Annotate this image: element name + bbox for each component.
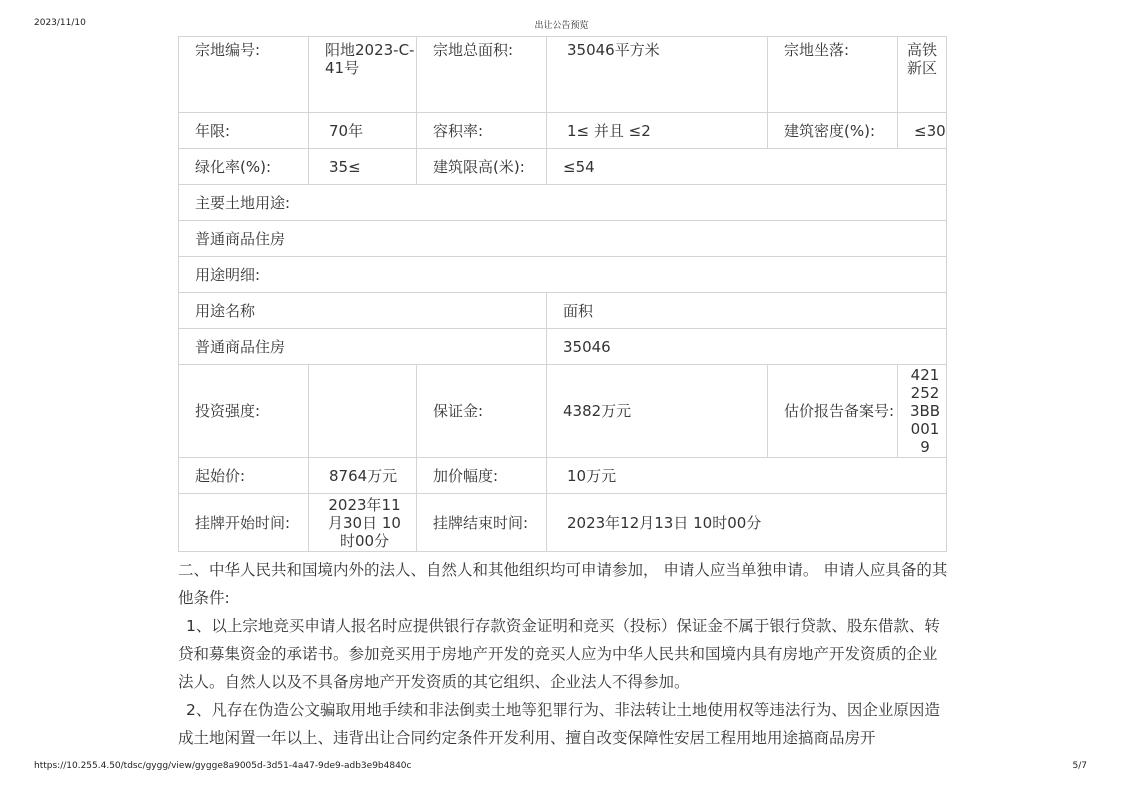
- land-info-table: [178, 36, 947, 552]
- parcel-no-label: 宗地编号:: [179, 37, 309, 113]
- announcement-body: [178, 556, 948, 752]
- height-value: ≤54: [547, 149, 947, 185]
- table-row: [179, 37, 947, 113]
- increment-label: 加价幅度:: [417, 458, 547, 494]
- table-row: [179, 257, 947, 293]
- term-value: 70年: [309, 113, 417, 149]
- deposit-value: 4382万元: [547, 365, 768, 458]
- start-price-value: 8764万元: [309, 458, 417, 494]
- increment-value: 10万元: [547, 458, 947, 494]
- table-row: [179, 149, 947, 185]
- parcel-no-value: 阳地2023-C-41号: [309, 37, 417, 113]
- use-area-value: 35046: [547, 329, 947, 365]
- total-area-value: 35046平方米: [547, 37, 768, 113]
- table-row: [179, 221, 947, 257]
- table-row: [179, 113, 947, 149]
- list-end-label: 挂牌结束时间:: [417, 494, 547, 552]
- deposit-label: 保证金:: [417, 365, 547, 458]
- table-row: [179, 329, 947, 365]
- density-label: 建筑密度(%):: [768, 113, 898, 149]
- far-value: 1≤ 并且 ≤2: [547, 113, 768, 149]
- use-detail-label: 用途明细:: [179, 257, 947, 293]
- list-start-label: 挂牌开始时间:: [179, 494, 309, 552]
- location-label: 宗地坐落:: [768, 37, 898, 113]
- section-two-paragraph: 二、中华人民共和国境内外的法人、自然人和其他组织均可申请参加， 申请人应当单独申请。 申请人应具备的其他条件:: [178, 561, 948, 607]
- density-value: ≤30: [898, 113, 947, 149]
- green-label: 绿化率(%):: [179, 149, 309, 185]
- main-use-value: 普通商品住房: [179, 221, 947, 257]
- invest-value: [309, 365, 417, 458]
- location-value: 高铁新区: [898, 37, 947, 113]
- start-price-label: 起始价:: [179, 458, 309, 494]
- condition-item-1: 1、以上宗地竞买申请人报名时应提供银行存款资金证明和竞买（投标）保证金不属于银行贷款、股东借款、转贷和募集资金的承诺书。参加竞买用于房地产开发的竞买人应为中华人民共和国境内具有房地产开发资质的企业法人。自然人以及不具备房地产开发资质的其它组织、企业法人不得参加。: [178, 617, 940, 691]
- use-name-value: 普通商品住房: [179, 329, 547, 365]
- print-title: 出让公告预览: [534, 21, 589, 31]
- page-number: 5/7: [1072, 761, 1087, 771]
- use-name-header: 用途名称: [179, 293, 547, 329]
- table-row: [179, 458, 947, 494]
- table-row: [179, 185, 947, 221]
- invest-label: 投资强度:: [179, 365, 309, 458]
- appraisal-value: 4212523BB0019: [898, 365, 947, 458]
- print-date: 2023/11/10: [34, 18, 86, 28]
- table-row: [179, 293, 947, 329]
- table-row: [179, 494, 947, 552]
- main-use-label: 主要土地用途:: [179, 185, 947, 221]
- appraisal-label: 估价报告备案号:: [768, 365, 898, 458]
- list-start-value: 2023年11月30日 10时00分: [309, 494, 417, 552]
- use-area-header: 面积: [547, 293, 947, 329]
- term-label: 年限:: [179, 113, 309, 149]
- total-area-label: 宗地总面积:: [417, 37, 547, 113]
- far-label: 容积率:: [417, 113, 547, 149]
- green-value: 35≤: [309, 149, 417, 185]
- table-row: [179, 365, 947, 458]
- height-label: 建筑限高(米):: [417, 149, 547, 185]
- list-end-value: 2023年12月13日 10时00分: [547, 494, 947, 552]
- condition-item-2: 2、凡存在伪造公文骗取用地手续和非法倒卖土地等犯罪行为、非法转让土地使用权等违法行为、因企业原因造成土地闲置一年以上、违背出让合同约定条件开发利用、擅自改变保障性安居工程用地用途搞商品房开: [178, 701, 940, 747]
- print-url: https://10.255.4.50/tdsc/gygg/view/gygge8a9005d-3d51-4a47-9de9-adb3e9b4840c: [34, 761, 412, 771]
